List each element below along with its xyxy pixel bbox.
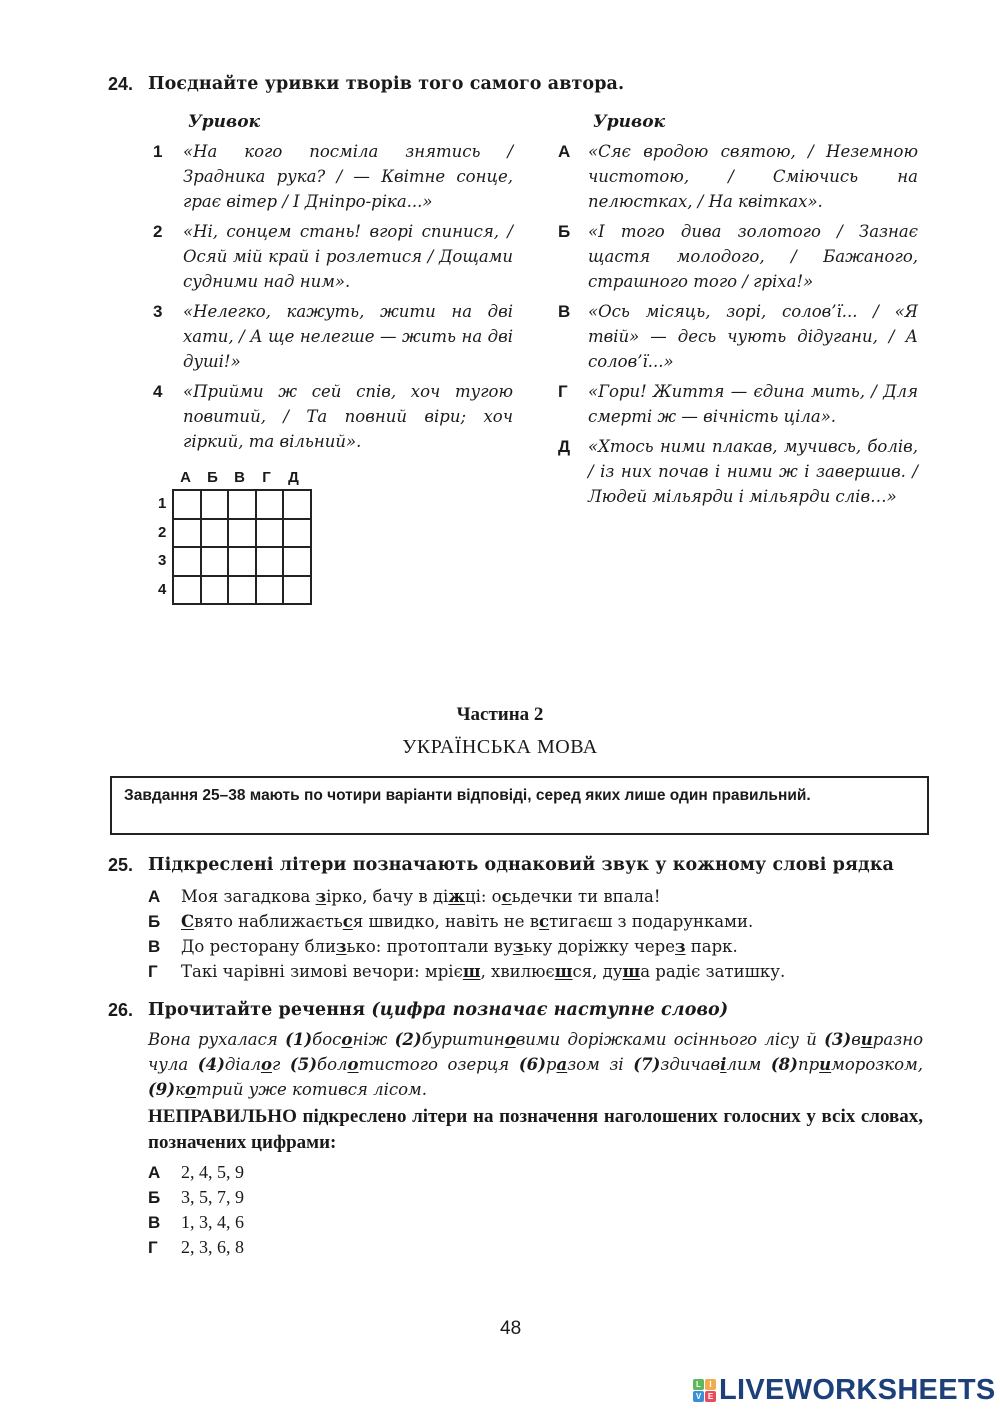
option-text: 2, 3, 6, 8 (181, 1237, 244, 1257)
excerpt-item-1 (153, 139, 513, 214)
logo-tile: L (693, 1379, 704, 1390)
grid-column-label: Д (288, 469, 299, 486)
option-b[interactable] (148, 1185, 244, 1210)
option-text (181, 934, 738, 959)
grid-cell-1-a[interactable] (173, 490, 201, 519)
underlined-letter: і (720, 1055, 727, 1074)
text-fragment: ько: протоптали ву (346, 937, 513, 956)
grid-cell-2-b[interactable] (201, 519, 229, 548)
page-number: 48 (500, 1318, 522, 1339)
grid-row-label: 2 (158, 523, 167, 541)
text-fragment: ьку доріжку чере (523, 937, 675, 956)
underlined-letter: и (860, 1030, 873, 1049)
word-marker: (3) (824, 1030, 852, 1049)
logo-tile: V (693, 1391, 704, 1402)
underlined-letter: ш (622, 962, 641, 981)
grid-cell-4-a[interactable] (173, 576, 201, 605)
grid-cell-1-g[interactable] (256, 490, 284, 519)
grid-cell-1-d[interactable] (283, 490, 311, 519)
word-marker: (9) (148, 1080, 176, 1099)
option-label: Г (148, 1238, 158, 1257)
excerpt-text: «Сяє вродою святою, / Неземною чистотою, / Сміючись на пелюстках, / На квітках». (588, 142, 918, 211)
word-marker: (7) (633, 1055, 661, 1074)
text-fragment: Моя загадкова (181, 887, 316, 906)
excerpt-label: В (558, 302, 571, 321)
text-fragment: лим (726, 1055, 771, 1074)
text-fragment: морозком, (831, 1055, 923, 1074)
text-fragment: бурштин (421, 1030, 505, 1049)
text-fragment: ірко, бачу в ді (326, 887, 449, 906)
underlined-letter: а (556, 1055, 568, 1074)
excerpt-item-4 (153, 379, 513, 454)
excerpt-item-a (558, 139, 918, 214)
right-column-header: Уривок (593, 112, 666, 132)
grid-cell-2-g[interactable] (256, 519, 284, 548)
excerpt-text: «Гори! Життя — єдина мить, / Для смерті ж — вічність ціла». (588, 382, 918, 426)
grid-row-3 (173, 547, 311, 576)
grid-cell-1-v[interactable] (228, 490, 256, 519)
grid-row-label: 3 (158, 552, 167, 569)
grid-cell-3-d[interactable] (283, 547, 311, 576)
excerpt-label: 4 (153, 382, 163, 401)
word-marker: (8) (770, 1055, 798, 1074)
word-marker: (5) (289, 1055, 318, 1074)
underlined-letter: з (336, 937, 347, 956)
grid-cell-4-g[interactable] (256, 576, 284, 605)
option-text (181, 884, 660, 909)
option-text: 3, 5, 7, 9 (181, 1187, 244, 1207)
underlined-letter: ш (462, 962, 481, 981)
text-fragment: ніж (352, 1030, 395, 1049)
underlined-letter: о (504, 1030, 516, 1049)
answer-grid (172, 489, 312, 605)
underlined-letter: з (512, 937, 524, 956)
text-fragment: здичав (660, 1055, 721, 1074)
underlined-letter: и (819, 1055, 832, 1074)
grid-cell-3-a[interactable] (173, 547, 201, 576)
grid-cell-2-d[interactable] (283, 519, 311, 548)
option-v[interactable] (148, 934, 738, 959)
grid-cell-1-b[interactable] (201, 490, 229, 519)
excerpt-item-d (558, 434, 918, 509)
text-fragment: бос (312, 1030, 342, 1049)
excerpt-label: 2 (153, 222, 163, 241)
grid-column-label: Б (207, 469, 218, 486)
option-label: Б (148, 912, 161, 931)
word-marker: (2) (394, 1030, 422, 1049)
option-text (181, 959, 785, 984)
logo-tiles-icon (693, 1379, 716, 1402)
option-text: 2, 4, 5, 9 (181, 1162, 244, 1182)
underlined-letter: с (539, 912, 550, 931)
excerpt-item-v (558, 299, 918, 374)
text-fragment: До ресторану бли (181, 937, 336, 956)
text-fragment: ці: о (464, 887, 502, 906)
excerpt-item-2 (153, 219, 513, 294)
excerpt-label: Д (558, 437, 571, 456)
excerpt-label: Г (558, 382, 568, 401)
excerpt-text: «Нелегко, кажуть, жити на дві хати, / А ще нелегше — жить на дві душі!» (183, 302, 513, 371)
underlined-letter: о (341, 1030, 353, 1049)
text-fragment: Такі чарівні зимові вечори: мріє (181, 962, 463, 981)
text-fragment: вими доріжками осіннього лісу й (515, 1030, 825, 1049)
underlined-letter: с (501, 887, 512, 906)
option-g[interactable] (148, 1235, 244, 1260)
option-b[interactable] (148, 909, 753, 934)
text-fragment: трий уже котився лісом. (195, 1080, 427, 1099)
grid-row-label: 4 (158, 580, 167, 598)
question-number: 25. (108, 855, 134, 875)
option-label: Б (148, 1188, 161, 1207)
option-label: Г (148, 962, 158, 981)
option-text: 1, 3, 4, 6 (181, 1212, 244, 1232)
question-number: 24. (108, 74, 134, 94)
word-marker: (6) (518, 1055, 546, 1074)
excerpt-text: «На кого посміла знятись / Зрадника рука? / — Квітне сонце, грає вітер / І Дніпро-ріка...» (183, 142, 513, 211)
underlined-letter: с (342, 912, 353, 931)
logo-tile: E (705, 1391, 716, 1402)
text-fragment: діал (224, 1055, 261, 1074)
excerpt-text: «Ні, сонцем стань! вгорі спинися, / Осяй мій край і розлетися / Дощами судними над ним». (183, 222, 513, 291)
sentence-text (148, 1027, 923, 1102)
underlined-letter: ш (554, 962, 573, 981)
question-title: Підкреслені літери позначають однаковий звук у кожному слові рядка (148, 855, 894, 875)
text-fragment: г (271, 1055, 290, 1074)
text-fragment: Вона рухалася (148, 1030, 286, 1049)
underlined-letter: з (315, 887, 327, 906)
text-fragment: зом зі (567, 1055, 634, 1074)
option-v[interactable] (148, 1210, 244, 1235)
excerpt-text: «І того дива золотого / Зазнає щастя молодого, / Бажаного, страшного того / гріха!» (588, 222, 918, 291)
text-fragment: ся, ду (572, 962, 623, 981)
word-marker: (1) (285, 1030, 313, 1049)
question-title-note: (цифра позначає наступне слово) (371, 1000, 729, 1020)
word-marker: (4) (197, 1055, 225, 1074)
answer-grid-row-labels (158, 490, 166, 604)
question-title: Поєднайте уривки творів того самого автора. (148, 74, 625, 94)
text-fragment: в (851, 1030, 861, 1049)
option-label: В (148, 937, 161, 956)
grid-row-1 (173, 490, 311, 519)
text-fragment: разно чула (148, 1030, 923, 1074)
excerpt-item-b (558, 219, 918, 294)
excerpt-text: «Хтось ними плакав, мучивсь, болів, / із них почав і ними ж і завершив. / Людей мільярди і мільярди слів…» (588, 437, 918, 506)
text-fragment: , хвилює (480, 962, 555, 981)
option-a[interactable] (148, 884, 660, 909)
option-label: В (148, 1213, 161, 1232)
underlined-letter: о (260, 1055, 272, 1074)
text-fragment: вято наближаєть (194, 912, 343, 931)
grid-column-label: Г (262, 469, 271, 486)
grid-row-2 (173, 519, 311, 548)
option-label: А (148, 1163, 161, 1182)
text-fragment: я швидко, навіть не в (352, 912, 540, 931)
question-instruction: НЕПРАВИЛЬНО підкреслено літери на позначення наголошених голосних у всіх словах, позначених цифрами: (148, 1106, 923, 1153)
excerpt-label: 1 (153, 142, 163, 161)
grid-cell-2-a[interactable] (173, 519, 201, 548)
grid-cell-3-b[interactable] (201, 547, 229, 576)
option-a[interactable] (148, 1160, 244, 1185)
question-title (148, 1000, 728, 1020)
excerpt-label: Б (558, 222, 571, 241)
instructions-box: Завдання 25–38 мають по чотири варіанти відповіді, серед яких лише один правильний. (110, 776, 929, 835)
grid-cell-4-d[interactable] (283, 576, 311, 605)
option-text (181, 909, 753, 934)
text-fragment: р (545, 1055, 557, 1074)
underlined-letter: о (347, 1055, 359, 1074)
grid-cell-3-g[interactable] (256, 547, 284, 576)
part-title: Частина 2 (456, 704, 544, 725)
excerpt-label: А (558, 142, 571, 161)
text-fragment: парк. (685, 937, 738, 956)
grid-cell-3-v[interactable] (228, 547, 256, 576)
text-fragment: а радіє затишку. (640, 962, 786, 981)
excerpt-item-3 (153, 299, 513, 374)
underlined-letter: з (674, 937, 686, 956)
excerpt-text: «Ось місяць, зорі, солов’ї... / «Я твій» — десь чують дідугани, / А солов’ї...» (588, 302, 918, 371)
question-title-text: Прочитайте речення (148, 1000, 372, 1020)
text-fragment: к (175, 1080, 185, 1099)
underlined-letter: о (184, 1080, 196, 1099)
text-fragment: тигаєш з подарунками. (549, 912, 754, 931)
grid-cell-4-b[interactable] (201, 576, 229, 605)
underlined-letter: ж (448, 887, 465, 906)
grid-row-4 (173, 576, 311, 605)
option-label: А (148, 887, 161, 906)
grid-cell-4-v[interactable] (228, 576, 256, 605)
liveworksheets-logo[interactable] (693, 1374, 996, 1407)
answer-grid-column-headers (172, 469, 307, 486)
text-fragment: бол (317, 1055, 348, 1074)
grid-column-label: В (234, 469, 245, 486)
excerpt-item-g (558, 379, 918, 429)
grid-cell-2-v[interactable] (228, 519, 256, 548)
logo-tile: I (705, 1379, 716, 1390)
text-fragment: тистого озерця (358, 1055, 519, 1074)
underlined-letter: С (181, 912, 195, 931)
grid-column-label: А (180, 469, 191, 486)
excerpt-label: 3 (153, 302, 163, 321)
text-fragment: ьдечки ти впала! (511, 887, 661, 906)
grid-row-label: 1 (158, 495, 167, 512)
brand-name: LIVEWORKSHEETS (719, 1374, 996, 1406)
part-subtitle: УКРАЇНСЬКА МОВА (402, 736, 598, 758)
left-column-header: Уривок (188, 112, 261, 132)
option-g[interactable] (148, 959, 785, 984)
excerpt-text: «Прийми ж сей спів, хоч тугою повитий, / Та повний віри; хоч гіркий, та вільний». (183, 382, 513, 451)
text-fragment: пр (797, 1055, 820, 1074)
question-number: 26. (108, 1000, 134, 1020)
